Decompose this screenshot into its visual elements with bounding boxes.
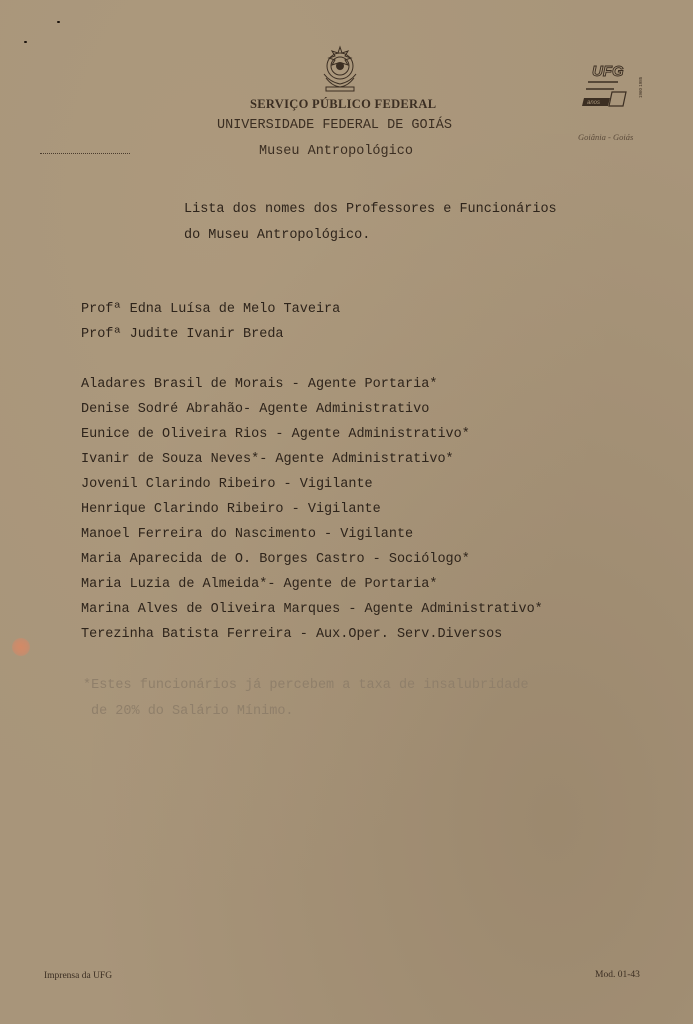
professor-item: Profª Edna Luísa de Melo Taveira xyxy=(81,302,341,317)
staff-item: Marina Alves de Oliveira Marques - Agente Administrativo* xyxy=(81,602,543,617)
staff-item: Henrique Clarindo Ribeiro - Vigilante xyxy=(81,502,381,517)
staff-item: Terezinha Batista Ferreira - Aux.Oper. Serv.Diversos xyxy=(81,627,503,642)
logo-years: 1960 1985 xyxy=(638,76,643,98)
logo-text: UFG xyxy=(592,63,624,80)
coat-of-arms-icon xyxy=(316,44,364,94)
staff-item: Denise Sodré Abrahão- Agente Administrativo xyxy=(81,402,430,417)
footer-form-code: Mod. 01-43 xyxy=(595,970,640,980)
staff-item: Manoel Ferreira do Nascimento - Vigilante xyxy=(81,527,414,542)
ink-speck xyxy=(24,41,27,43)
title-line-1: Lista dos nomes dos Professores e Funcionários xyxy=(184,202,557,217)
dotted-line-divider xyxy=(40,153,130,154)
staff-item: Eunice de Oliveira Rios - Agente Administrativo* xyxy=(81,427,470,442)
header-line-3: Museu Antropológico xyxy=(259,144,413,159)
staff-item: Maria Luzia de Almeida*- Agente de Portaria* xyxy=(81,577,438,592)
footnote-line-2: de 20% do Salário Mínimo. xyxy=(91,704,294,719)
paper-stain xyxy=(12,638,30,656)
logo-sub: anos xyxy=(587,100,601,106)
staff-item: Jovenil Clarindo Ribeiro - Vigilante xyxy=(81,477,373,492)
header-line-2: UNIVERSIDADE FEDERAL DE GOIÁS xyxy=(217,118,452,133)
header-line-1: SERVIÇO PÚBLICO FEDERAL xyxy=(250,97,437,111)
city-label: Goiânia - Goiás xyxy=(578,132,634,142)
staff-item: Aladares Brasil de Morais - Agente Portaria* xyxy=(81,377,438,392)
ink-speck xyxy=(57,21,60,23)
staff-item: Ivanir de Souza Neves*- Agente Administrativo* xyxy=(81,452,454,467)
ufg-logo-icon xyxy=(578,62,648,112)
staff-item: Maria Aparecida de O. Borges Castro - Sociólogo* xyxy=(81,552,470,567)
professor-item: Profª Judite Ivanir Breda xyxy=(81,327,284,342)
title-line-2: do Museu Antropológico. xyxy=(184,228,371,243)
footer-printer: Imprensa da UFG xyxy=(44,971,113,981)
footnote-line-1: *Estes funcionários já percebem a taxa de insalubridade xyxy=(83,678,529,693)
